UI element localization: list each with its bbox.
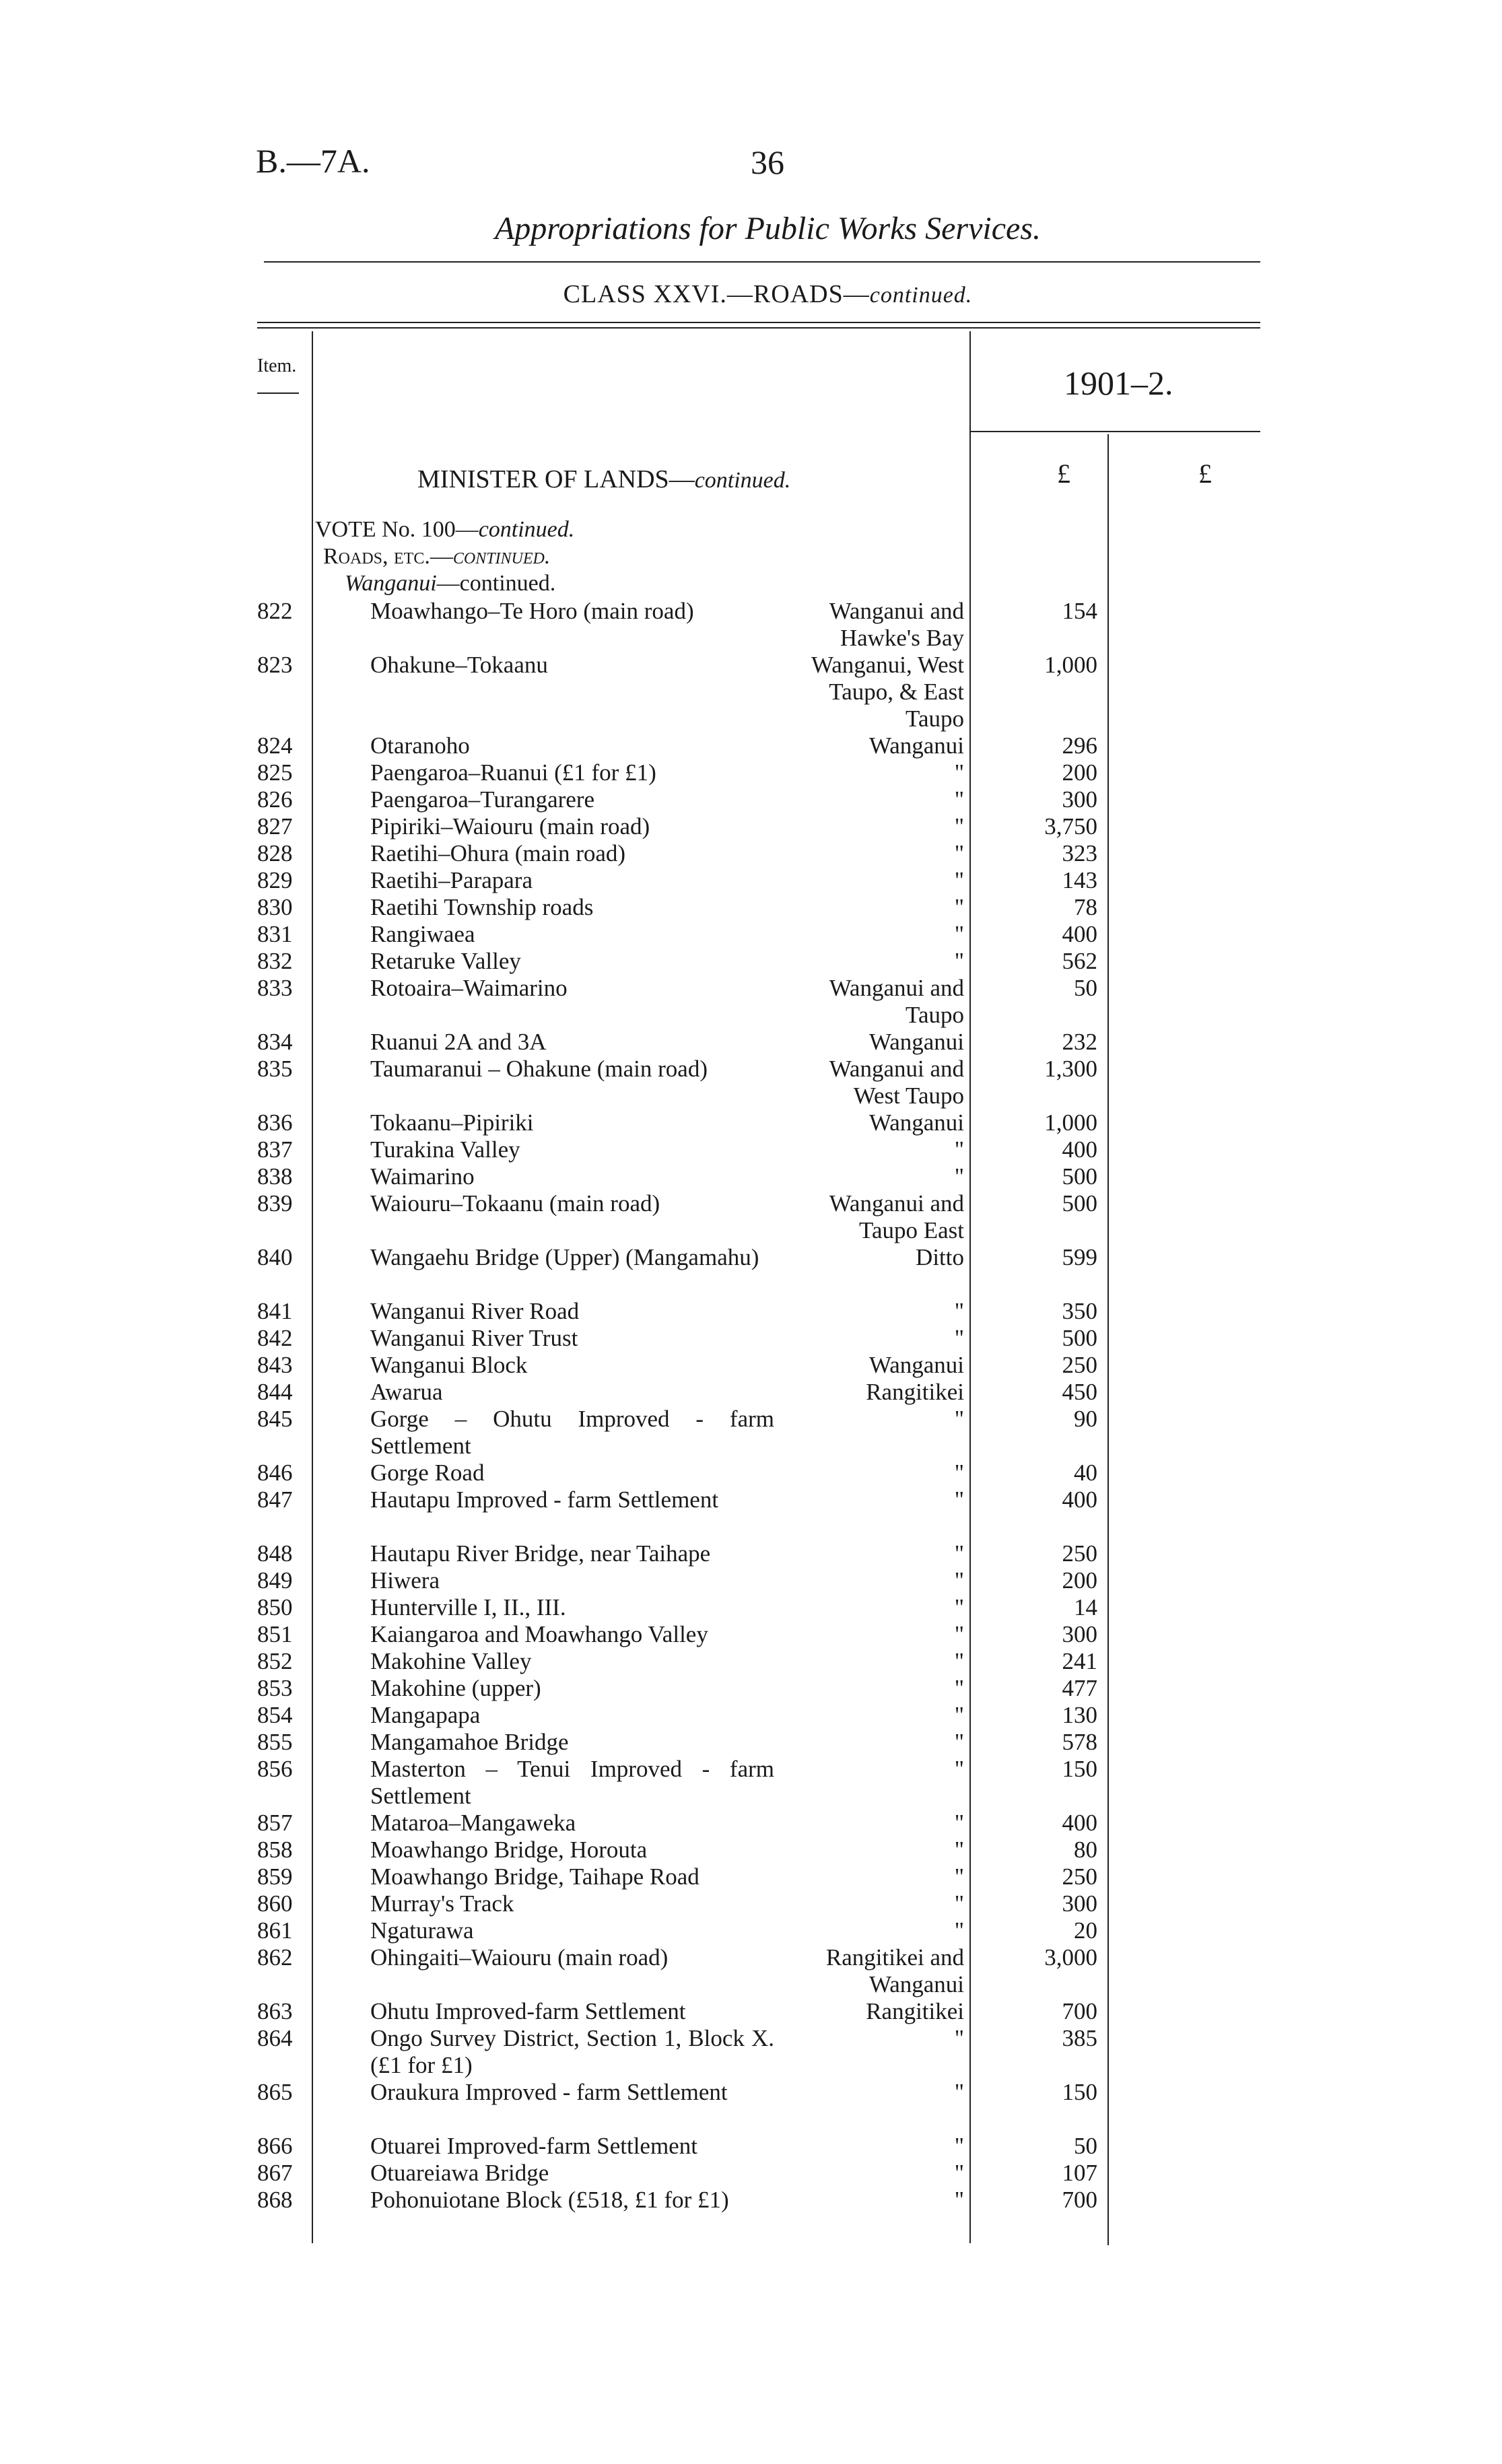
item-number: 838	[257, 1163, 293, 1190]
amount: 350	[1062, 1298, 1097, 1324]
item-number: 836	[257, 1109, 293, 1136]
amount: 50	[1074, 2133, 1097, 2159]
column-rule-item	[312, 331, 313, 2243]
item-number: 829	[257, 867, 293, 893]
road-name: Hautapu River Bridge, near Taihape	[370, 1540, 711, 1567]
item-number: 824	[257, 732, 293, 759]
currency-label-1: £	[1057, 458, 1070, 489]
road-name: Waimarino	[370, 1163, 475, 1190]
road-name: Raetihi Township roads	[370, 894, 594, 920]
amount: 232	[1062, 1029, 1097, 1055]
amount: 78	[1074, 894, 1097, 920]
item-number: 833	[257, 975, 293, 1001]
district: "	[954, 2133, 964, 2159]
amount: 14	[1074, 1594, 1097, 1620]
item-number: 823	[257, 652, 293, 678]
item-number: 835	[257, 1056, 293, 1082]
road-name: Ohakune–Tokaanu	[370, 652, 548, 678]
amount: 241	[1062, 1648, 1097, 1674]
road-name: Hautapu Improved - farm Settlement	[370, 1486, 719, 1513]
district: Rangitikei	[866, 1379, 964, 1405]
amount: 200	[1062, 759, 1097, 786]
district: "	[954, 1540, 964, 1567]
item-number: 844	[257, 1379, 293, 1405]
road-name: Moawhango–Te Horo (main road)	[370, 598, 694, 624]
amount: 500	[1062, 1325, 1097, 1351]
amount: 50	[1074, 975, 1097, 1001]
item-number: 856	[257, 1756, 293, 1782]
item-number: 822	[257, 598, 293, 624]
district: "	[954, 1837, 964, 1863]
amount: 500	[1062, 1190, 1097, 1217]
amount: 1,000	[1044, 1109, 1097, 1136]
amount: 250	[1062, 1352, 1097, 1378]
amount: 107	[1062, 2160, 1097, 2186]
road-name: Wangaehu Bridge (Upper) (Mangamahu)	[370, 1244, 759, 1270]
road-name: Gorge Road	[370, 1460, 485, 1486]
road-name: Ngaturawa	[370, 1917, 474, 1944]
district: "	[954, 1729, 964, 1755]
rule-top	[264, 261, 1260, 263]
item-number: 843	[257, 1352, 293, 1378]
district: "	[954, 786, 964, 813]
amount: 90	[1074, 1406, 1097, 1432]
road-name: Paengaroa–Turangarere	[370, 786, 595, 813]
amount: 130	[1062, 1702, 1097, 1728]
item-number: 849	[257, 1567, 293, 1594]
item-number: 830	[257, 894, 293, 920]
road-name: Masterton – Tenui Improved - farm Settlement	[370, 1756, 774, 1809]
amount: 1,300	[1044, 1056, 1097, 1082]
amount: 150	[1062, 2079, 1097, 2105]
amount: 578	[1062, 1729, 1097, 1755]
road-name: Waiouru–Tokaanu (main road)	[370, 1190, 660, 1217]
amount: 500	[1062, 1163, 1097, 1190]
amount: 700	[1062, 1998, 1097, 2024]
district: Rangitikei and Wanganui	[825, 1944, 964, 1997]
district: Wanganui, West Taupo, & East Taupo	[811, 652, 964, 732]
rule-double	[257, 327, 1260, 329]
district: "	[954, 2025, 964, 2051]
district: "	[954, 1890, 964, 1917]
district: Rangitikei	[866, 1998, 964, 2024]
amount: 3,000	[1044, 1944, 1097, 1971]
road-name: Oraukura Improved - farm Settlement	[370, 2079, 728, 2105]
district: "	[954, 759, 964, 786]
vote-heading: VOTE No. 100—continued.	[315, 517, 575, 542]
item-number: 860	[257, 1890, 293, 1917]
district: "	[954, 840, 964, 866]
amount: 143	[1062, 867, 1097, 893]
item-number: 859	[257, 1863, 293, 1890]
document-reference: B.—7A.	[256, 142, 370, 180]
item-number: 858	[257, 1837, 293, 1863]
amount: 300	[1062, 786, 1097, 813]
road-name: Mataroa–Mangaweka	[370, 1810, 576, 1836]
road-name: Otaranoho	[370, 732, 470, 759]
road-name: Otuarei Improved-farm Settlement	[370, 2133, 697, 2159]
road-name: Tokaanu–Pipiriki	[370, 1109, 534, 1136]
item-number: 857	[257, 1810, 293, 1836]
road-name: Raetihi–Ohura (main road)	[370, 840, 626, 866]
amount: 562	[1062, 948, 1097, 974]
amount: 450	[1062, 1379, 1097, 1405]
district: "	[954, 1810, 964, 1836]
item-number: 850	[257, 1594, 293, 1620]
column-rule-total	[1107, 434, 1109, 2245]
district: "	[954, 1163, 964, 1190]
road-name: Ohingaiti–Waiouru (main road)	[370, 1944, 669, 1971]
road-name: Wanganui Block	[370, 1352, 528, 1378]
item-number: 868	[257, 2187, 293, 2213]
district: "	[954, 894, 964, 920]
road-name: Ongo Survey District, Section 1, Block X. (£1 for £1)	[370, 2025, 774, 2078]
page-title: Appropriations for Public Works Services.	[494, 211, 1042, 246]
district: "	[954, 2160, 964, 2186]
district: Wanganui and West Taupo	[829, 1056, 964, 1109]
column-rule-amount	[969, 331, 971, 2243]
amount: 300	[1062, 1890, 1097, 1917]
amount: 296	[1062, 732, 1097, 759]
item-heading-underline	[257, 392, 299, 394]
district: Wanganui and Taupo East	[829, 1190, 964, 1243]
item-number: 845	[257, 1406, 293, 1432]
road-name: Awarua	[370, 1379, 443, 1405]
amount: 400	[1062, 921, 1097, 947]
road-name: Makohine (upper)	[370, 1675, 541, 1701]
amount: 477	[1062, 1675, 1097, 1701]
item-number: 834	[257, 1029, 293, 1055]
district: Wanganui	[868, 1352, 964, 1378]
district: Wanganui	[868, 732, 964, 759]
item-column-heading: Item.	[257, 355, 297, 376]
year-column-heading: 1901–2.	[1064, 364, 1173, 402]
district: Wanganui and Hawke's Bay	[829, 598, 964, 651]
district-heading: Wanganui—continued.	[345, 571, 556, 596]
amount: 20	[1074, 1917, 1097, 1944]
road-name: Raetihi–Parapara	[370, 867, 533, 893]
item-number: 831	[257, 921, 293, 947]
road-name: Ruanui 2A and 3A	[370, 1029, 547, 1055]
district: Wanganui	[868, 1029, 964, 1055]
road-name: Mangamahoe Bridge	[370, 1729, 569, 1755]
item-number: 865	[257, 2079, 293, 2105]
district: "	[954, 1136, 964, 1163]
road-name: Rangiwaea	[370, 921, 475, 947]
road-name: Retaruke Valley	[370, 948, 521, 974]
road-name: Rotoaira–Waimarino	[370, 975, 568, 1001]
amount: 323	[1062, 840, 1097, 866]
district: "	[954, 1863, 964, 1890]
amount: 1,000	[1044, 652, 1097, 678]
item-number: 846	[257, 1460, 293, 1486]
district: "	[954, 1486, 964, 1513]
road-name: Paengaroa–Ruanui (£1 for £1)	[370, 759, 656, 786]
amount: 700	[1062, 2187, 1097, 2213]
amount: 150	[1062, 1756, 1097, 1782]
amount: 3,750	[1044, 813, 1097, 840]
road-name: Ohutu Improved-farm Settlement	[370, 1998, 686, 2024]
road-name: Wanganui River Trust	[370, 1325, 578, 1351]
road-name: Otuareiawa Bridge	[370, 2160, 549, 2186]
road-name: Hunterville I, II., III.	[370, 1594, 566, 1620]
road-name: Makohine Valley	[370, 1648, 532, 1674]
item-number: 841	[257, 1298, 293, 1324]
district: "	[954, 1917, 964, 1944]
class-heading: CLASS XXVI.—ROADS—continued.	[563, 280, 973, 308]
amount: 154	[1062, 598, 1097, 624]
item-number: 854	[257, 1702, 293, 1728]
item-number: 852	[257, 1648, 293, 1674]
item-number: 828	[257, 840, 293, 866]
minister-heading: MINISTER OF LANDS—continued.	[417, 465, 791, 493]
road-name: Pohonuiotane Block (£518, £1 for £1)	[370, 2187, 729, 2213]
year-rule	[969, 431, 1260, 432]
item-number: 826	[257, 786, 293, 813]
amount: 300	[1062, 1621, 1097, 1647]
road-name: Mangapapa	[370, 1702, 481, 1728]
currency-label-2: £	[1198, 458, 1212, 489]
item-number: 855	[257, 1729, 293, 1755]
item-number: 851	[257, 1621, 293, 1647]
district: "	[954, 1460, 964, 1486]
district: "	[954, 921, 964, 947]
district: Wanganui and Taupo	[829, 975, 964, 1028]
road-name: Gorge – Ohutu Improved - farm Settlement	[370, 1406, 774, 1459]
road-name: Hiwera	[370, 1567, 440, 1594]
district: "	[954, 2187, 964, 2213]
district: "	[954, 1756, 964, 1782]
district: "	[954, 2079, 964, 2105]
amount: 200	[1062, 1567, 1097, 1594]
road-name: Murray's Track	[370, 1890, 514, 1917]
item-number: 825	[257, 759, 293, 786]
road-name: Moawhango Bridge, Horouta	[370, 1837, 648, 1863]
rule-under-class	[257, 322, 1260, 323]
district: Wanganui	[868, 1109, 964, 1136]
district: "	[954, 1621, 964, 1647]
amount: 400	[1062, 1810, 1097, 1836]
district: "	[954, 948, 964, 974]
roads-heading: Roads, etc.—continued.	[323, 544, 551, 569]
item-number: 866	[257, 2133, 293, 2159]
item-number: 862	[257, 1944, 293, 1971]
district: "	[954, 1594, 964, 1620]
item-number: 848	[257, 1540, 293, 1567]
amount: 250	[1062, 1540, 1097, 1567]
district: "	[954, 1325, 964, 1351]
district: "	[954, 813, 964, 840]
district: "	[954, 1675, 964, 1701]
road-name: Turakina Valley	[370, 1136, 520, 1163]
district: "	[954, 1648, 964, 1674]
amount: 400	[1062, 1486, 1097, 1513]
district: "	[954, 867, 964, 893]
item-number: 864	[257, 2025, 293, 2051]
district: Ditto	[916, 1244, 964, 1270]
road-name: Moawhango Bridge, Taihape Road	[370, 1863, 699, 1890]
amount: 400	[1062, 1136, 1097, 1163]
amount: 40	[1074, 1460, 1097, 1486]
item-number: 837	[257, 1136, 293, 1163]
district: "	[954, 1298, 964, 1324]
amount: 385	[1062, 2025, 1097, 2051]
road-name: Taumaranui – Ohakune (main road)	[370, 1056, 708, 1082]
item-number: 839	[257, 1190, 293, 1217]
item-number: 840	[257, 1244, 293, 1270]
item-number: 853	[257, 1675, 293, 1701]
amount: 80	[1074, 1837, 1097, 1863]
page-number: 36	[751, 143, 784, 181]
district: "	[954, 1702, 964, 1728]
road-name: Pipiriki–Waiouru (main road)	[370, 813, 650, 840]
item-number: 867	[257, 2160, 293, 2186]
district: "	[954, 1567, 964, 1594]
item-number: 842	[257, 1325, 293, 1351]
road-name: Wanganui River Road	[370, 1298, 580, 1324]
item-number: 827	[257, 813, 293, 840]
item-number: 861	[257, 1917, 293, 1944]
amount: 250	[1062, 1863, 1097, 1890]
item-number: 832	[257, 948, 293, 974]
amount: 599	[1062, 1244, 1097, 1270]
item-number: 847	[257, 1486, 293, 1513]
district: "	[954, 1406, 964, 1432]
road-name: Kaiangaroa and Moawhango Valley	[370, 1621, 708, 1647]
item-number: 863	[257, 1998, 293, 2024]
